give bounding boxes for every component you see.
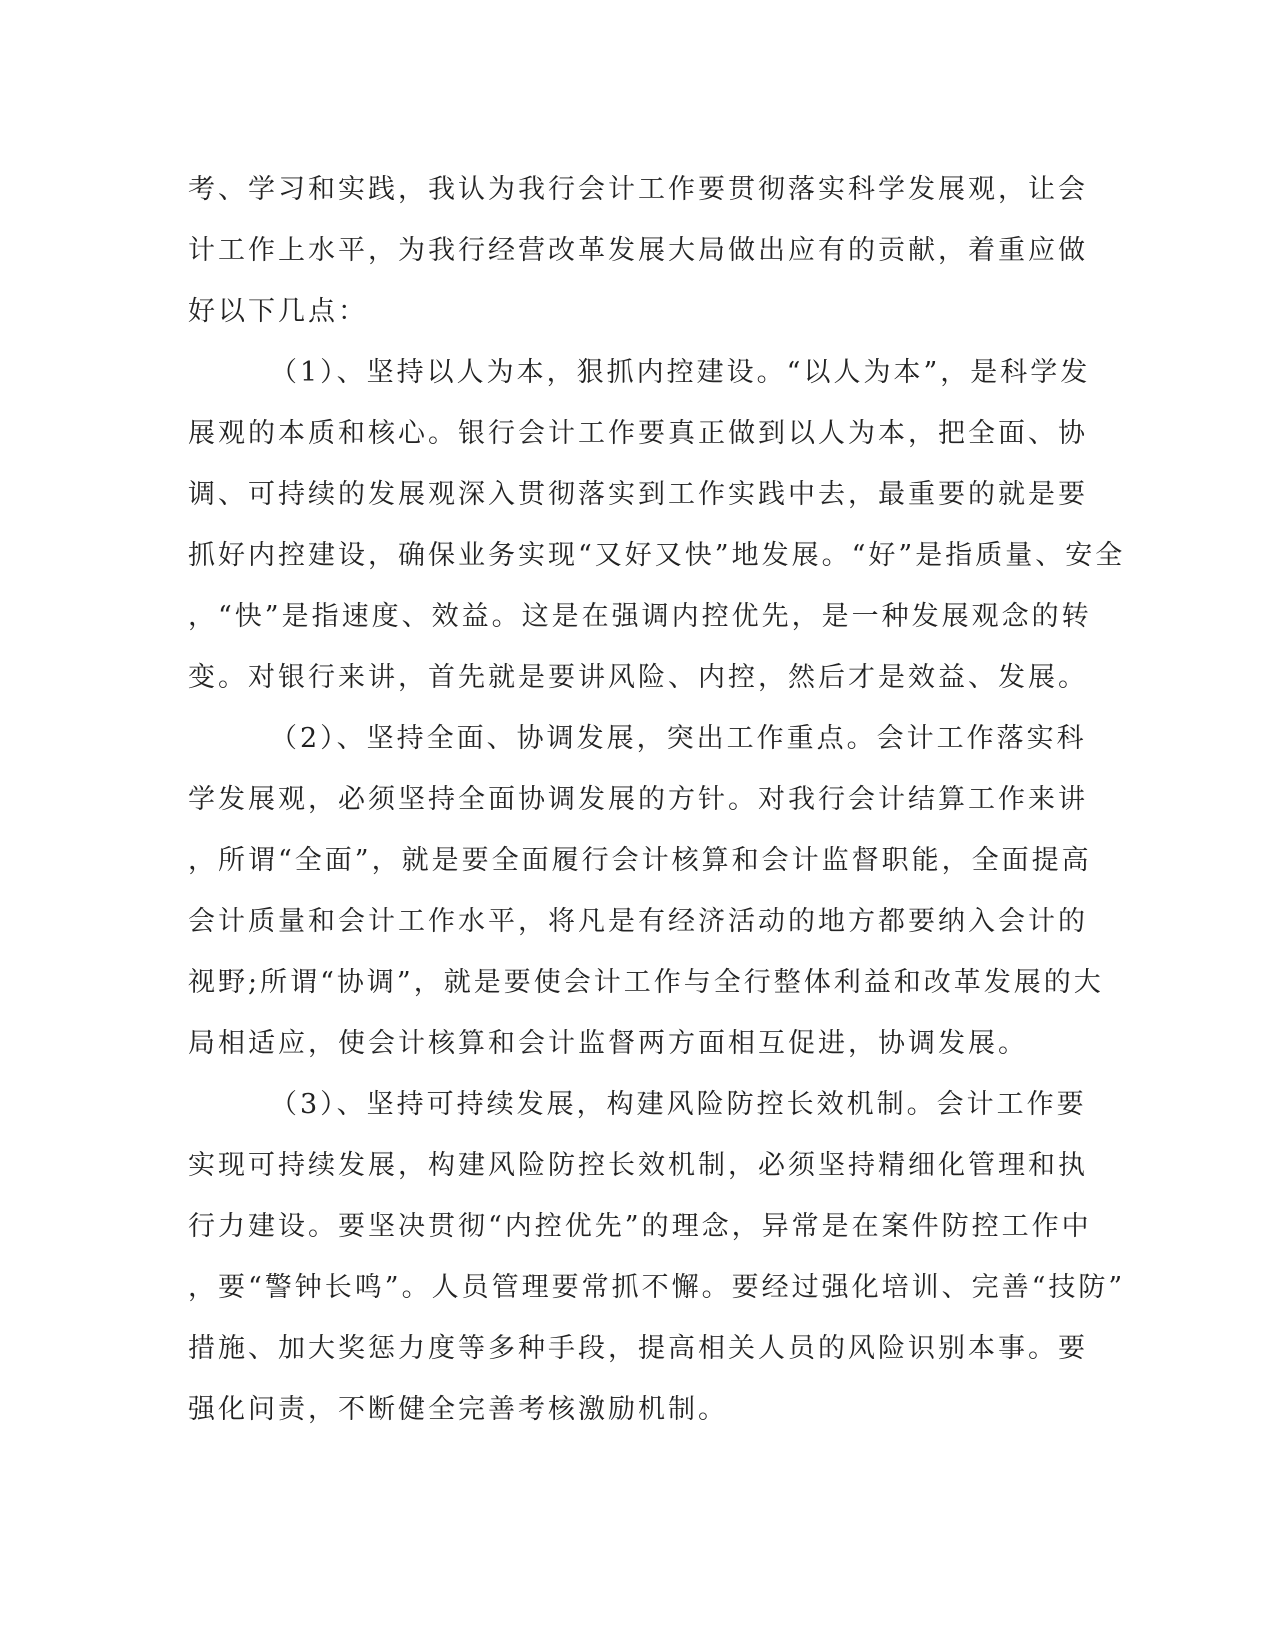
text-line-21: 强化问责，不断健全完善考核激励机制。 <box>188 1394 728 1425</box>
text-line-5: 展观的本质和核心。银行会计工作要真正做到以人为本，把全面、协 <box>188 418 1088 449</box>
text-line-1: 考、学习和实践，我认为我行会计工作要贯彻落实科学发展观，让会 <box>188 174 1088 205</box>
text-line-13: 会计质量和会计工作水平，将凡是有经济活动的地方都要纳入会计的 <box>188 906 1088 937</box>
text-line-6: 调、可持续的发展观深入贯彻落实到工作实践中去，最重要的就是要 <box>188 479 1088 510</box>
text-line-15: 局相适应，使会计核算和会计监督两方面相互促进，协调发展。 <box>188 1028 1028 1059</box>
text-line-19: ，要“警钟长鸣”。人员管理要常抓不懈。要经过强化培训、完善“技防” <box>188 1272 1126 1303</box>
text-line-12: ，所谓“全面”，就是要全面履行会计核算和会计监督职能，全面提高 <box>188 845 1092 876</box>
paragraph-1-heading-line: （1）、坚持以人为本，狠抓内控建设。“以人为本”，是科学发 <box>270 357 1091 388</box>
text-line-8: ，“快”是指速度、效益。这是在强调内控优先，是一种发展观念的转 <box>188 601 1092 632</box>
text-line-14: 视野;所谓“协调”，就是要使会计工作与全行整体利益和改革发展的大 <box>188 967 1104 998</box>
document-body <box>188 159 1126 1440</box>
text-line-2: 计工作上水平，为我行经营改革发展大局做出应有的贡献，着重应做 <box>188 235 1088 266</box>
text-line-11: 学发展观，必须坚持全面协调发展的方针。对我行会计结算工作来讲 <box>188 784 1088 815</box>
text-line-20: 措施、加大奖惩力度等多种手段，提高相关人员的风险识别本事。要 <box>188 1333 1088 1364</box>
text-line-7: 抓好内控建设，确保业务实现“又好又快”地发展。“好”是指质量、安全 <box>188 540 1126 571</box>
text-line-18: 行力建设。要坚决贯彻“内控优先”的理念，异常是在案件防控工作中 <box>188 1211 1092 1242</box>
paragraph-2-heading-line: （2）、坚持全面、协调发展，突出工作重点。会计工作落实科 <box>270 723 1087 754</box>
paragraph-3-heading-line: （3）、坚持可持续发展，构建风险防控长效机制。会计工作要 <box>270 1089 1087 1120</box>
text-line-9: 变。对银行来讲，首先就是要讲风险、内控，然后才是效益、发展。 <box>188 662 1088 693</box>
text-line-3: 好以下几点： <box>188 296 368 327</box>
text-line-17: 实现可持续发展，构建风险防控长效机制，必须坚持精细化管理和执 <box>188 1150 1088 1181</box>
